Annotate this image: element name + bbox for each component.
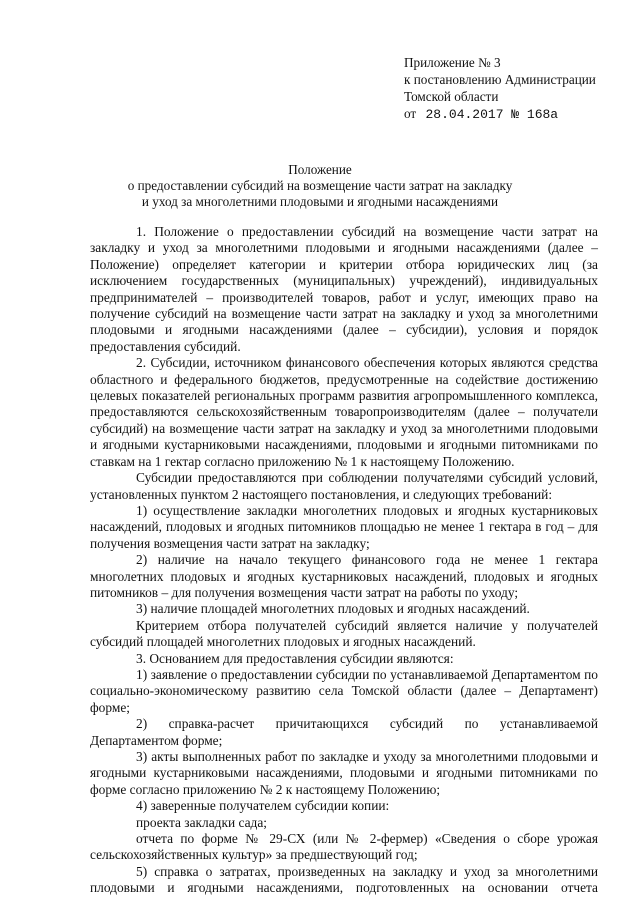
- appendix-header: [404, 54, 596, 123]
- basis-item-1: 1) заявление о предоставлении субсидии по устанавливаемой Департаментом по социально-экономическому развитию села Томской области (далее – Департамент) форме;: [90, 666, 598, 715]
- basis-item-4b: отчета по форме № 29-СХ (или № 2-фермер) «Сведения о сборе урожая сельскохозяйственных культур» за предшествующий год;: [90, 831, 598, 863]
- document-body: [90, 224, 598, 897]
- requirement-2: 2) наличие на начало текущего финансового года не менее 1 гектара многолетних плодовых и ягодных кустарниковых насаждений, плодовых и ягодных питомников – для получения возмещения части затрат на работы по уходу;: [90, 552, 598, 600]
- basis-item-2: 2) справка-расчет причитающихся субсидий по устанавливаемой Департаментом форме;: [90, 716, 598, 748]
- paragraph-2: 2. Субсидии, источником финансового обеспечения которых являются средства областного и федерального бюджетов, предусмотренные на содействие достижению целевых показателей региональных программ развития агропромышленного комплекса, предоставляются сельскохозяйственным товаропроизводителям (далее – получатели субсидий) на возмещение части затрат на закладку и уход за многолетними плодовыми и ягодными кустарниковыми насаждениями, плодовыми и ягодными питомниками по ставкам на 1 гектар согласно приложению № 1 к настоящему Положению.: [90, 355, 598, 469]
- paragraph-3: 3. Основанием для предоставления субсидии являются:: [136, 650, 454, 666]
- title-line-1: Положение: [288, 162, 352, 177]
- basis-item-4: 4) заверенные получателем субсидии копии:: [136, 798, 390, 814]
- appendix-reference: к постановлению Администрации: [404, 72, 596, 87]
- title-line-3: и уход за многолетними плодовыми и ягодными насаждениями: [141, 194, 499, 209]
- appendix-date-prefix: от: [404, 106, 417, 121]
- basis-item-5: 5) справка о затратах, произведенных на закладку и уход за многолетними плодовыми и ягодными насаждениями, подготовленных на основании отчета: [90, 863, 598, 896]
- appendix-region: Томской области: [404, 89, 499, 104]
- appendix-date-line: [404, 105, 596, 123]
- basis-item-3: 3) акты выполненных работ по закладке и уходу за многолетними плодовыми и ягодными кустарниковыми насаждениями, плодовыми и ягодными питомниками по форме согласно приложению № 2 к настоящему Положению;: [90, 749, 598, 797]
- paragraph-1: 1. Положение о предоставлении субсидий на возмещение части затрат на закладку и уход за многолетними плодовыми и ягодными насаждениями (далее – Положение) определяет категории и критерии отбора юридических лиц (за исключением государственных (муниципальных) учреждений), индивидуальных предпринимателей – производителей товаров, работ и услуг, имеющих право на получение субсидий на возмещение части затрат на закладку и уход за многолетними плодовыми и ягодными насаждениями (далее – субсидии), условия и порядок предоставления субсидий.: [90, 224, 598, 354]
- paragraph-conditions: Субсидии предоставляются при соблюдении получателями субсидий условий, установленных пунктом 2 настоящего постановления, и следующих требований:: [90, 470, 598, 502]
- basis-item-4a: проекта закладки сада;: [136, 814, 268, 830]
- selection-criterion: Критерием отбора получателей субсидий является наличие у получателей субсидий площадей многолетних плодовых и ягодных насаждений.: [90, 617, 598, 650]
- requirement-3: 3) наличие площадей многолетних плодовых и ягодных насаждений.: [136, 601, 530, 617]
- appendix-number: Приложение № 3: [404, 55, 501, 70]
- title-line-2: о предоставлении субсидий на возмещение части затрат на закладку: [127, 178, 513, 193]
- requirement-1: 1) осуществление закладки многолетних плодовых и ягодных кустарниковых насаждений, плодовых и ягодных питомников площадью не менее 1 гектара в год – для получения возмещения части затрат на закладку;: [90, 502, 598, 551]
- document-title: [0, 162, 640, 210]
- appendix-date-number: 28.04.2017 № 168а: [425, 107, 559, 122]
